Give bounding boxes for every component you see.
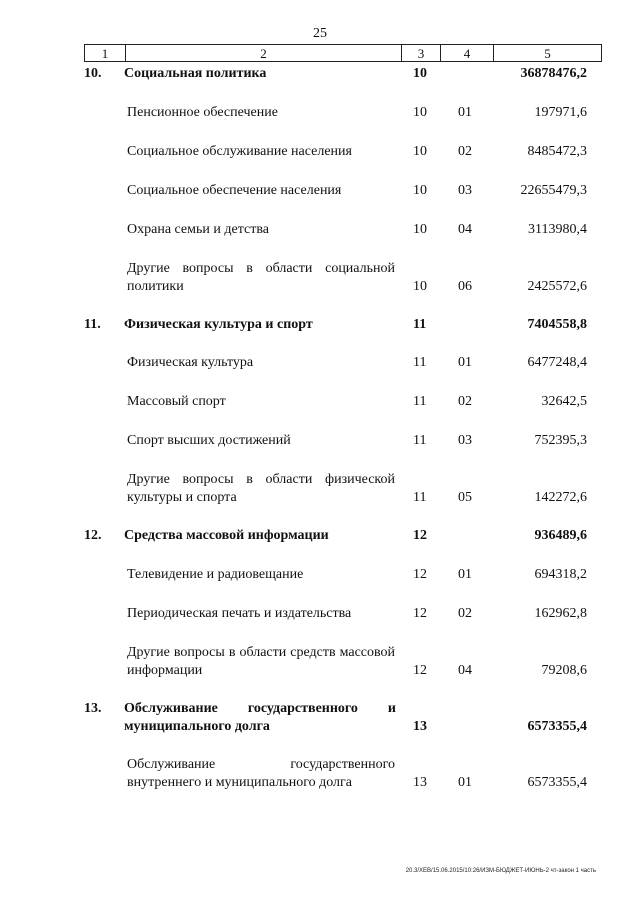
section-code: 11 [413, 394, 427, 409]
section-code: 12 [413, 528, 427, 543]
row-name: Другие вопросы в области средств массовой информации [127, 645, 395, 678]
section-code: 11 [413, 355, 427, 370]
amount: 694318,2 [534, 567, 587, 582]
subsection-code: 03 [458, 183, 472, 198]
amount: 32642,5 [541, 394, 587, 409]
header-col-4: 4 [441, 45, 494, 62]
amount: 6477248,4 [527, 355, 587, 370]
section-code: 11 [413, 490, 427, 505]
amount: 2425572,6 [527, 279, 587, 294]
section-code: 12 [413, 567, 427, 582]
amount: 752395,3 [534, 433, 587, 448]
row-name: Социальное обеспечение населения [127, 183, 342, 198]
subsection-code: 01 [458, 775, 472, 790]
section-code: 10 [413, 105, 427, 120]
amount: 142272,6 [534, 490, 587, 505]
row-number: 13. [84, 701, 102, 716]
row-name: Пенсионное обеспечение [127, 105, 278, 120]
subsection-code: 01 [458, 105, 472, 120]
section-code: 10 [413, 222, 427, 237]
row-name: Физическая культура и спорт [124, 317, 313, 332]
section-code: 10 [413, 66, 427, 81]
row-name: Обслуживание государственного внутреннего и муниципального долга [127, 757, 395, 790]
amount: 3113980,4 [528, 222, 587, 237]
amount: 7404558,8 [527, 317, 587, 332]
table-header [84, 44, 602, 62]
amount: 197971,6 [534, 105, 587, 120]
amount: 22655479,3 [520, 183, 587, 198]
section-code: 10 [413, 279, 427, 294]
subsection-code: 04 [458, 222, 472, 237]
row-name: Физическая культура [127, 355, 254, 370]
section-code: 10 [413, 183, 427, 198]
section-code: 11 [413, 433, 427, 448]
section-code: 13 [413, 775, 427, 790]
header-col-2: 2 [126, 45, 402, 62]
row-name: Социальное обслуживание населения [127, 144, 352, 159]
section-code: 12 [413, 606, 427, 621]
amount: 6573355,4 [527, 775, 587, 790]
amount: 8485472,3 [527, 144, 587, 159]
amount: 79208,6 [541, 663, 587, 678]
section-code: 10 [413, 144, 427, 159]
row-number: 10. [84, 66, 102, 81]
amount: 36878476,2 [520, 66, 587, 81]
row-name: Другие вопросы в области физической культуры и спорта [127, 472, 395, 505]
header-col-1: 1 [85, 45, 126, 62]
row-name: Средства массовой информации [124, 528, 329, 543]
subsection-code: 01 [458, 355, 472, 370]
subsection-code: 06 [458, 279, 472, 294]
section-code: 13 [413, 719, 427, 734]
header-col-3: 3 [402, 45, 441, 62]
subsection-code: 02 [458, 144, 472, 159]
row-name: Массовый спорт [127, 394, 226, 409]
subsection-code: 02 [458, 606, 472, 621]
amount: 162962,8 [534, 606, 587, 621]
subsection-code: 02 [458, 394, 472, 409]
document-footer: 20.3/XEB/15.06.2015/10:26/ИЗМ-БЮДЖЕТ-ИЮНЬ-2 чт-закон 1 часть [405, 868, 596, 874]
row-number: 12. [84, 528, 102, 543]
subsection-code: 03 [458, 433, 472, 448]
row-name: Периодическая печать и издательства [127, 606, 352, 621]
section-code: 12 [413, 663, 427, 678]
subsection-code: 01 [458, 567, 472, 582]
row-name: Социальная политика [124, 66, 267, 81]
page-number: 25 [313, 26, 327, 41]
subsection-code: 04 [458, 663, 472, 678]
row-name: Обслуживание государственного и муниципального долга [124, 701, 396, 734]
row-name: Телевидение и радиовещание [127, 567, 304, 582]
amount: 936489,6 [534, 528, 587, 543]
section-code: 11 [413, 317, 427, 332]
amount: 6573355,4 [527, 719, 587, 734]
row-name: Другие вопросы в области социальной политики [127, 261, 395, 294]
row-name: Охрана семьи и детства [127, 222, 269, 237]
row-number: 11. [84, 317, 101, 332]
subsection-code: 05 [458, 490, 472, 505]
row-name: Спорт высших достижений [127, 433, 291, 448]
header-col-5: 5 [494, 45, 602, 62]
